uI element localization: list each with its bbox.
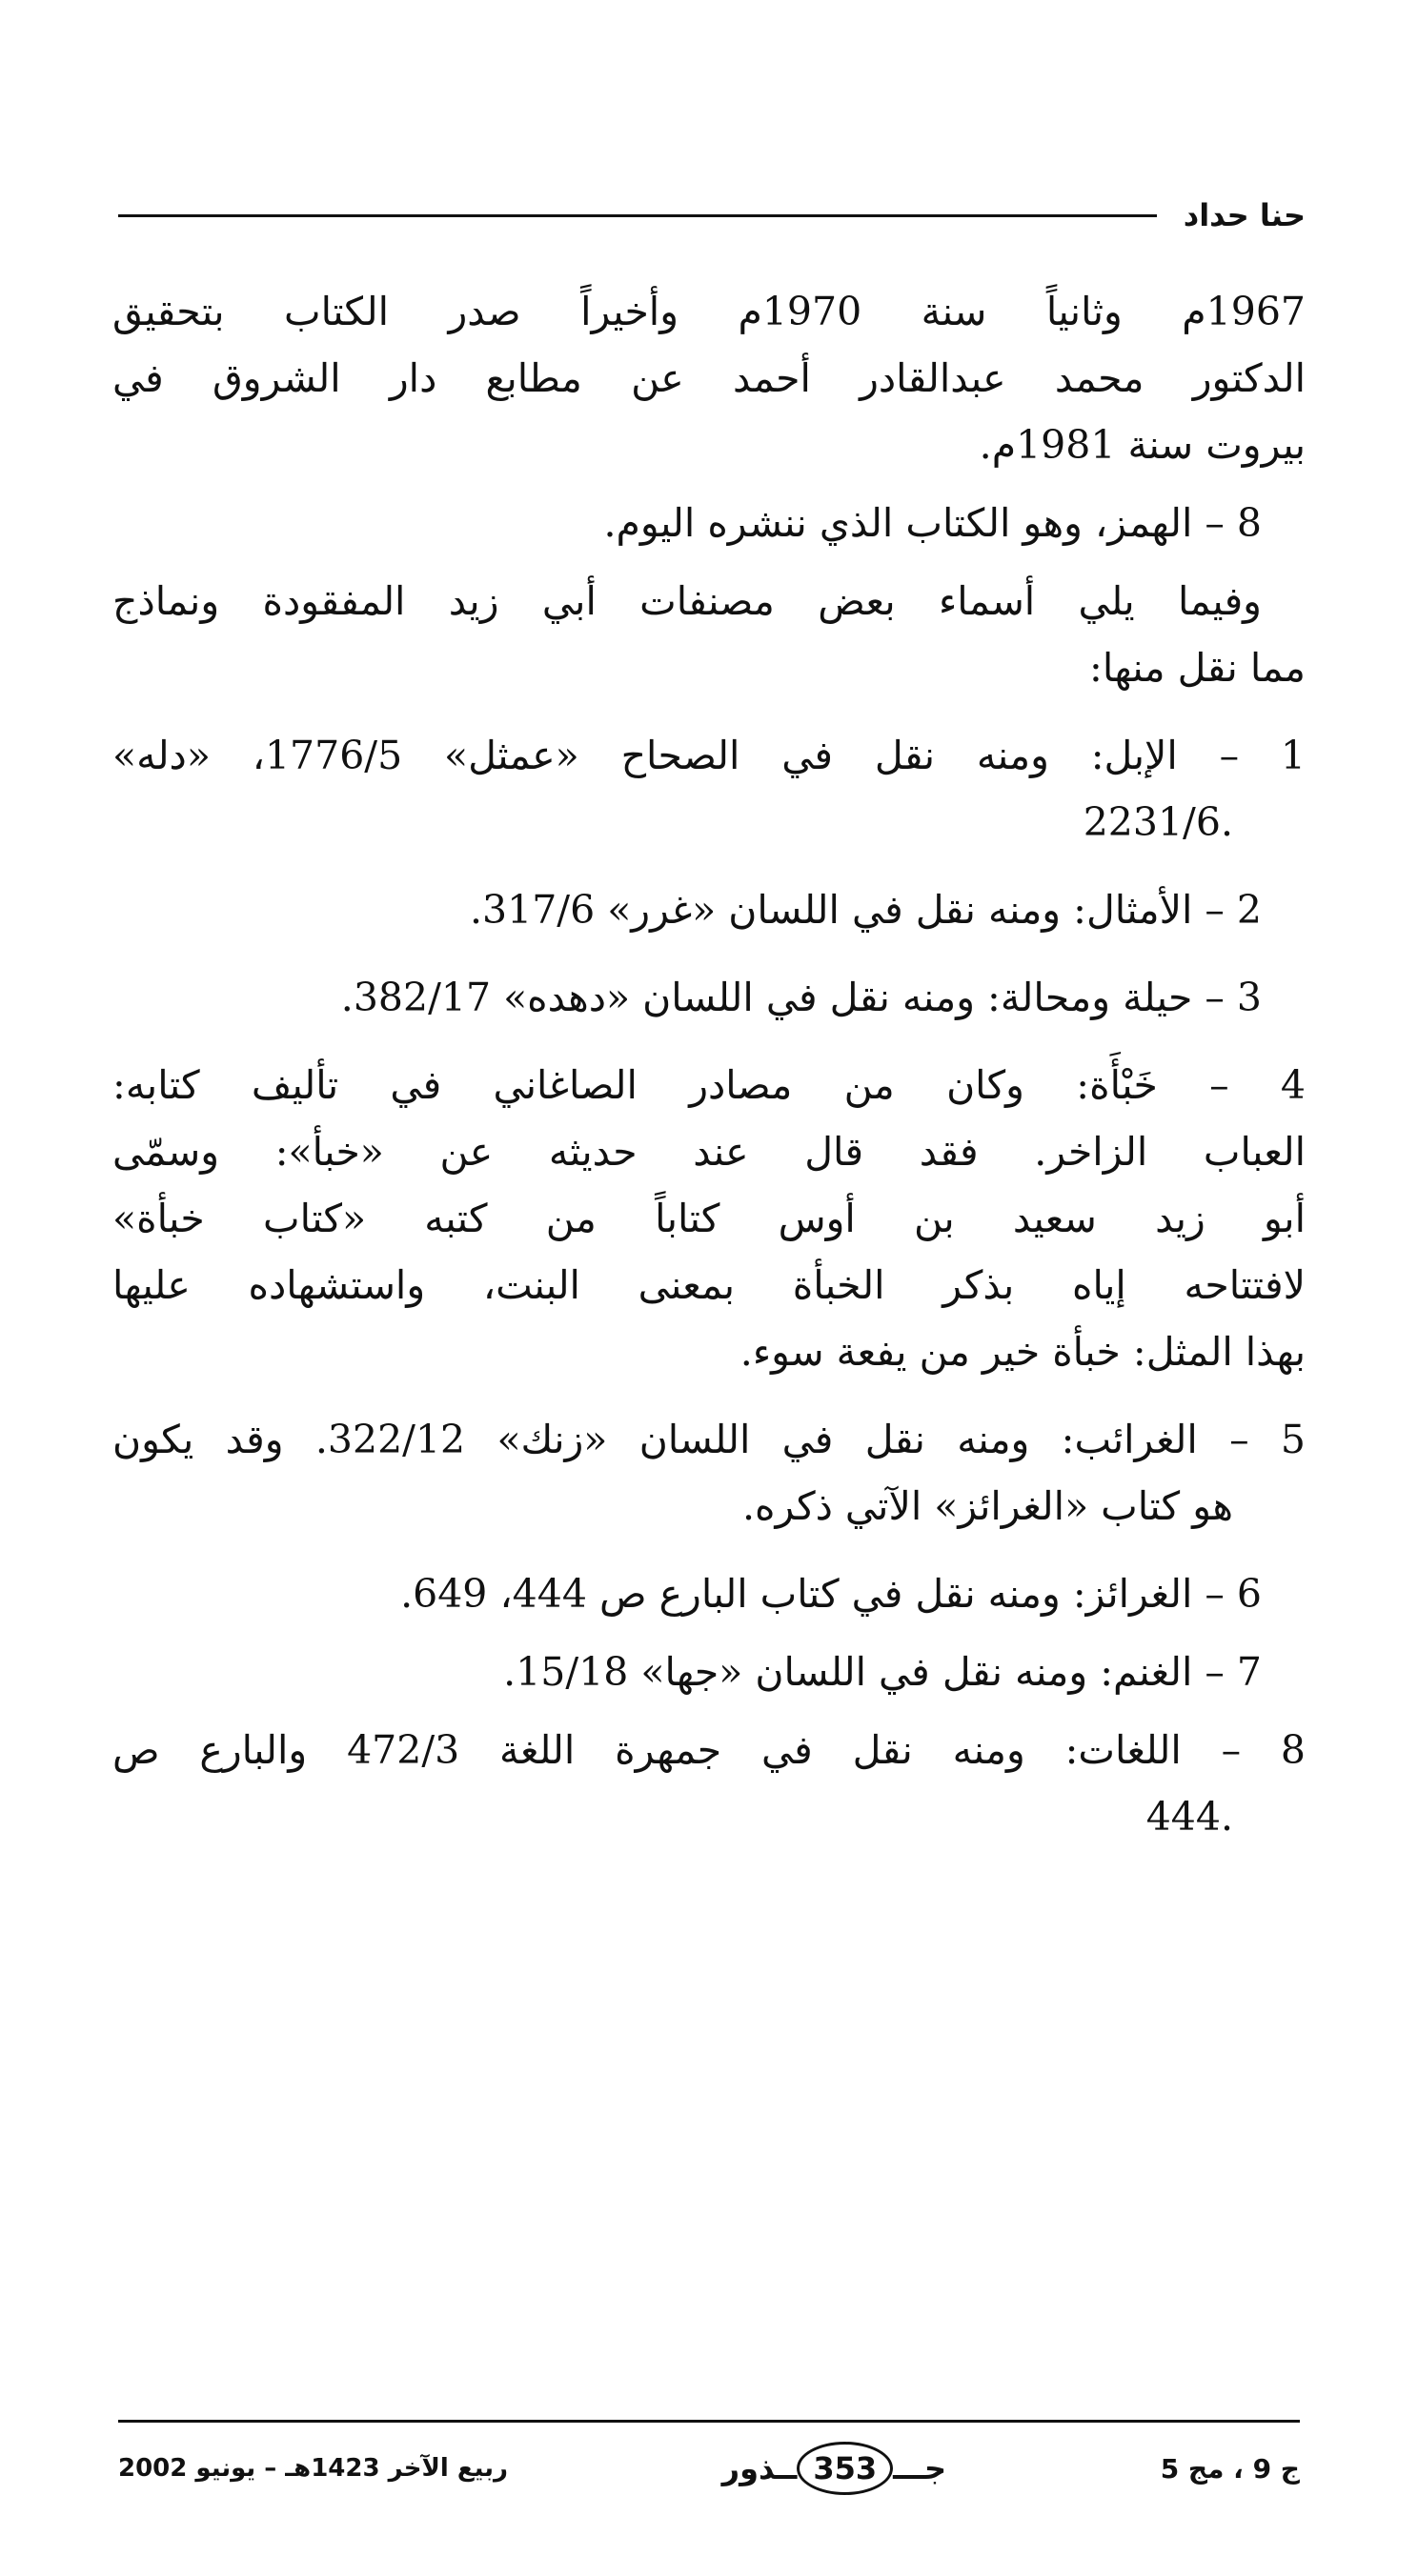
- text-line: العباب الزاخر. فقد قال عند حديثه عن «خبأ»: وسمّى: [112, 1129, 1306, 1175]
- footer-issue: ج 9 ، مج 5: [1160, 2452, 1300, 2485]
- text-line: 1967م وثانياً سنة 1970م وأخيراً صدر الكتاب بتحقيق: [112, 289, 1306, 334]
- list-item: 6 – الغرائز: ومنه نقل في كتاب البارع ص 444، 649.: [400, 1571, 1262, 1617]
- list-item: 4 – خَبْأَة: وكان من مصادر الصاغاني في تأليف كتابه:: [112, 1062, 1306, 1108]
- running-footer: [118, 2435, 1300, 2502]
- header-rule: [118, 214, 1157, 217]
- running-header: [118, 187, 1306, 244]
- body-text: [112, 278, 1306, 1850]
- text-line: الدكتور محمد عبدالقادر أحمد عن مطابع دار الشروق في: [112, 355, 1306, 401]
- text-line: أبو زيد سعيد بن أوس كتاباً من كتبه «كتاب خبأة»: [112, 1196, 1306, 1241]
- list-item: 7 – الغنم: ومنه نقل في اللسان «جها» 15/18.: [503, 1649, 1262, 1695]
- text-line: بهذا المثل: خبأة خير من يفعة سوء.: [739, 1329, 1306, 1375]
- text-line: بيروت سنة 1981م.: [979, 422, 1306, 468]
- text-line: وفيما يلي أسماء بعض مصنفات أبي زيد المفقودة ونماذج: [112, 578, 1262, 624]
- footer-magazine-page: [722, 2442, 946, 2495]
- list-item-continuation: .444: [1145, 1794, 1233, 1840]
- footer-rule: [118, 2420, 1300, 2423]
- text-line: لافتتاحه إياه بذكر الخبأة بمعنى البنت، واستشهاده عليها: [112, 1262, 1306, 1308]
- text-line: مما نقل منها:: [1089, 645, 1306, 691]
- list-item: 8 – الهمز، وهو الكتاب الذي ننشره اليوم.: [603, 500, 1262, 546]
- list-item-continuation: هو كتاب «الغرائز» الآتي ذكره.: [741, 1483, 1233, 1529]
- list-item: 2 – الأمثال: ومنه نقل في اللسان «غرر» 317/6.: [469, 887, 1262, 933]
- magazine-name-start: جـــ: [893, 2450, 946, 2486]
- magazine-name-end: ــذور: [721, 2450, 798, 2486]
- list-item-continuation: .2231/6: [1083, 799, 1233, 845]
- list-item: 5 – الغرائب: ومنه نقل في اللسان «زنك» 322/12. وقد يكون: [112, 1417, 1306, 1462]
- page-number: 353: [797, 2442, 893, 2495]
- list-item: 1 – الإبل: ومنه نقل في الصحاح «عمثل» 1776/5، «دله»: [112, 733, 1306, 778]
- list-item: 3 – حيلة ومحالة: ومنه نقل في اللسان «دهده» 382/17.: [340, 975, 1262, 1020]
- header-author: حنا حداد: [1183, 197, 1306, 233]
- list-item: 8 – اللغات: ومنه نقل في جمهرة اللغة 472/3 والبارع ص: [112, 1727, 1306, 1773]
- footer-date: ربيع الآخر 1423هـ – يونيو 2002: [118, 2454, 508, 2483]
